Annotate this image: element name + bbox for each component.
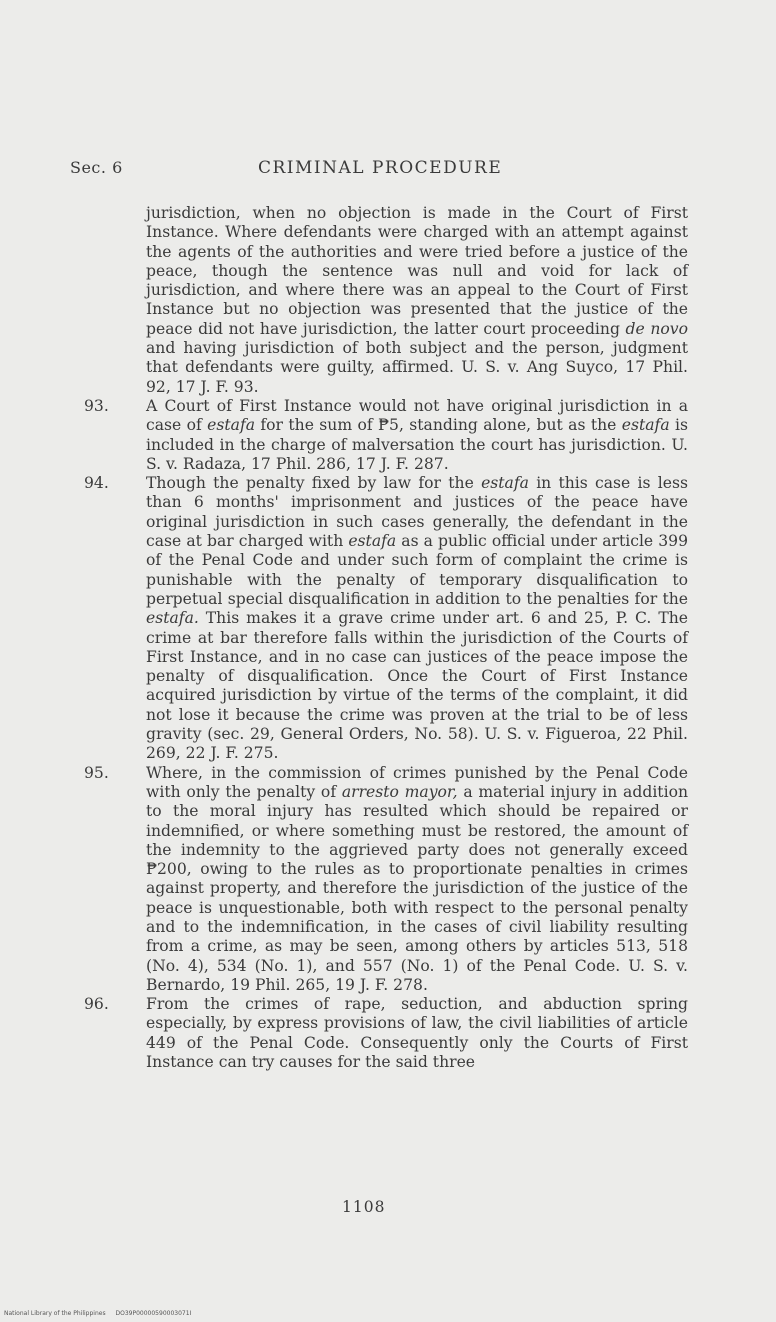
italic-run: estafa — [621, 416, 670, 435]
paragraph-96 — [84, 995, 688, 1072]
text-run: in this case is less than 6 months' imprisonment and justices of the peace have original jurisdiction in such cases generally, the defendant in the case at bar charged with — [146, 474, 689, 551]
running-header — [0, 158, 776, 182]
paragraph-number: 93. — [84, 396, 109, 415]
paragraph-number: 96. — [84, 995, 109, 1014]
paragraph-95 — [84, 764, 688, 996]
italic-run: estafa — [348, 532, 397, 551]
text-run: Where, in the commission of crimes punished by the Penal Code with only the penalty of — [146, 763, 688, 801]
section-label: Sec. 6 — [70, 158, 123, 177]
scan-code: DO39P00000590003071I — [115, 1310, 192, 1317]
text-run: for the sum of ₱5, standing alone, but as the — [255, 416, 622, 435]
library-credit: National Library of the Philippines — [4, 1310, 106, 1317]
scan-footer — [4, 1310, 199, 1317]
text-run: This makes it a grave crime under art. 6 and 25, P. C. The crime at bar therefore falls within the jurisdiction of the Courts of First Instance, and in no case can justices of the peace impose the penalty of disqualification. Once the Court of First Instance acquired jurisdiction by virtue of the terms of the complaint, it did not lose it because the crime was proven at the trial to be of less gravity (sec. 29, General Orders, No. 58). U. S. v. Figueroa, 22 Phil. 269, 22 J. F. 275. — [146, 609, 688, 763]
text-run: is included in the charge of malversation the court has jurisdiction. U. S. v. Radaza, 17 Phil. 286, 17 J. F. 287. — [146, 416, 688, 473]
page-number: 1108 — [342, 1198, 386, 1216]
body-text — [84, 204, 688, 1072]
italic-run: de novo — [625, 319, 688, 338]
text-run: and having jurisdiction of both subject and the person, judgment that defendants were guilty, affirmed. U. S. v. Ang Suyco, 17 Phil. 92, 17 J. F. 93. — [146, 339, 688, 396]
text-run: jurisdiction, when no objection is made in the Court of First Instance. Where defendants were charged with an attempt against the agents of the authorities and were tried before a justice of the peace, though the sentence was null and void for lack of jurisdiction, and where there was an appeal to the Court of First Instance but no objection was presented that the justice of the peace did not have jurisdiction, the latter court proceeding — [146, 204, 688, 338]
text-run: as a public official under article 399 of the Penal Code and under such form of complaint the crime is punishable with the penalty of temporary disqualification to perpetual special disqualification in addition to the penalties for the — [146, 532, 688, 608]
italic-run: arresto mayor, — [341, 782, 458, 801]
text-run: A Court of First Instance would not have original jurisdiction in a case of — [146, 396, 688, 435]
running-title: CRIMINAL PROCEDURE — [258, 158, 503, 178]
paragraph-number: 95. — [84, 763, 109, 782]
paragraph-92-continuation — [84, 204, 688, 397]
paragraph-93 — [84, 397, 688, 474]
italic-run: estafa. — [146, 609, 199, 628]
paragraph-94 — [84, 474, 688, 763]
italic-run: estafa — [207, 416, 256, 435]
text-run: a material injury in addition to the moral injury has resulted which should be repaired or indemnified, or where something must be restored, the amount of the indemnity to the aggrieved party does not generally exceed ₱200, owing to the rules as to proportionate penalties in crimes against property, and therefore the jurisdiction of the justice of the peace is unquestionable, both with respect to the personal penalty and to the indemnification, in the cases of civil liability resulting from a crime, as may be seen, among others by articles 513, 518 (No. 4), 534 (No. 1), and 557 (No. 1) of the Penal Code. U. S. v. Bernardo, 19 Phil. 265, 19 J. F. 278. — [146, 782, 688, 994]
text-run: From the crimes of rape, seduction, and abduction spring especially, by express provisions of law, the civil liabilities of article 449 of the Penal Code. Consequently only the Courts of First Instance can try causes for the said three — [146, 995, 688, 1072]
paragraph-number: 94. — [84, 474, 109, 493]
text-run: Though the penalty fixed by law for the — [146, 474, 482, 493]
italic-run: estafa — [481, 474, 529, 493]
